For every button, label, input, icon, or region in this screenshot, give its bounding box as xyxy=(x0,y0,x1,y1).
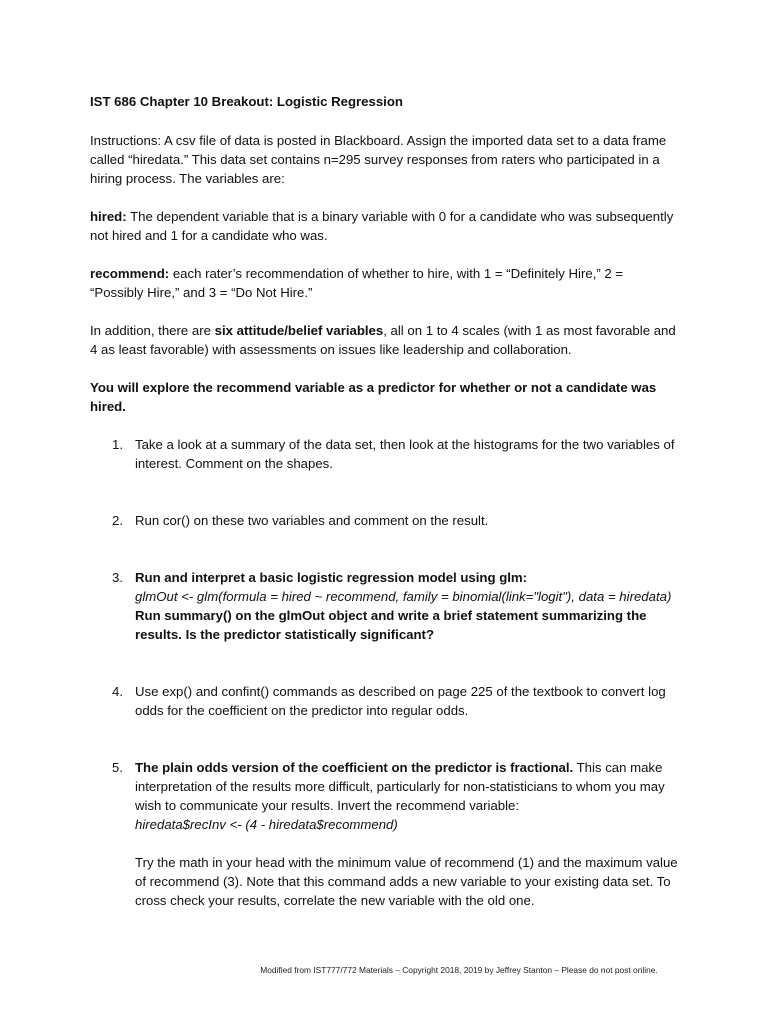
addition-bold: six attitude/belief variables xyxy=(214,323,384,338)
document-body xyxy=(90,92,680,910)
recommend-text: each rater’s recommendation of whether to hire, with 1 = “Definitely Hire,” 2 = “Possibly Hire,” and 3 = “Do Not Hire.” xyxy=(90,266,624,300)
task-number: 5. xyxy=(112,760,123,775)
recommend-term: recommend: xyxy=(90,266,170,281)
task-5-bold: The plain odds version of the coefficient on the predictor is fractional. xyxy=(135,760,574,775)
task-3-heading xyxy=(135,568,680,587)
task-number: 2. xyxy=(112,513,123,528)
hired-term: hired: xyxy=(90,209,127,224)
hired-definition xyxy=(90,207,680,245)
document-title: IST 686 Chapter 10 Breakout: Logistic Regression xyxy=(90,94,403,109)
task-5-code xyxy=(135,815,680,834)
task-text: Use exp() and confint() commands as described on page 225 of the textbook to convert log odds for the coefficient on the predictor into regular odds. xyxy=(135,684,666,718)
task-number: 1. xyxy=(112,437,123,452)
task-5-followup: Try the math in your head with the minimum value of recommend (1) and the maximum value of recommend (3). Note that this command adds a new variable to your existing data set. To cross check your results, correlate the new variable with the old one. xyxy=(135,855,678,908)
task-3-bold-lead: Run and interpret a basic logistic regression model using glm: xyxy=(135,570,528,585)
task-3-code xyxy=(135,587,680,606)
task-text: Take a look at a summary of the data set, then look at the histograms for the two variables of interest. Comment on the shapes. xyxy=(135,437,675,471)
addition-lead: In addition, there are xyxy=(90,323,215,338)
task-item-5 xyxy=(90,758,680,910)
task-item-1 xyxy=(90,435,680,473)
task-item-3 xyxy=(90,568,680,644)
instructions-paragraph: Instructions: A csv file of data is posted in Blackboard. Assign the imported data set to a data frame called “hiredata.” This data set contains n=295 survey responses from raters who participated in a hiring process. The variables are: xyxy=(90,133,667,186)
hired-text: The dependent variable that is a binary variable with 0 for a candidate who was subsequently not hired and 1 for a candidate who was. xyxy=(90,209,674,243)
invert-code: hiredata$recInv <- (4 - hiredata$recommend) xyxy=(135,817,398,832)
task-3-followup xyxy=(135,606,680,644)
task-5-paragraph xyxy=(135,758,680,815)
task-5-text: This can make interpretation of the results more difficult, particularly for non-statisticians to whom you may wish to communicate your results. Invert the recommend variable: xyxy=(135,760,665,813)
task-item-2 xyxy=(90,511,680,530)
task-text: Run cor() on these two variables and comment on the result. xyxy=(135,513,489,528)
task-number: 4. xyxy=(112,684,123,699)
task-list xyxy=(90,435,680,910)
recommend-definition xyxy=(90,264,680,302)
explore-statement: You will explore the recommend variable as a predictor for whether or not a candidate was hired. xyxy=(90,380,657,414)
task-number: 3. xyxy=(112,570,123,585)
task-3-bold-followup: Run summary() on the glmOut object and write a brief statement summarizing the results. Is the predictor statistically significant? xyxy=(135,608,647,642)
addition-paragraph xyxy=(90,321,680,359)
page-footer: Modified from IST777/772 Materials – Copyright 2018, 2019 by Jeffrey Stanton – Please do not post online. xyxy=(260,965,658,975)
glm-code: glmOut <- glm(formula = hired ~ recommend, family = binomial(link="logit"), data = hiredata) xyxy=(135,589,672,604)
addition-tail: , all on 1 to 4 scales (with 1 as most favorable and 4 as least favorable) with assessments on issues like leadership and collaboration. xyxy=(90,323,676,357)
task-item-4 xyxy=(90,682,680,720)
